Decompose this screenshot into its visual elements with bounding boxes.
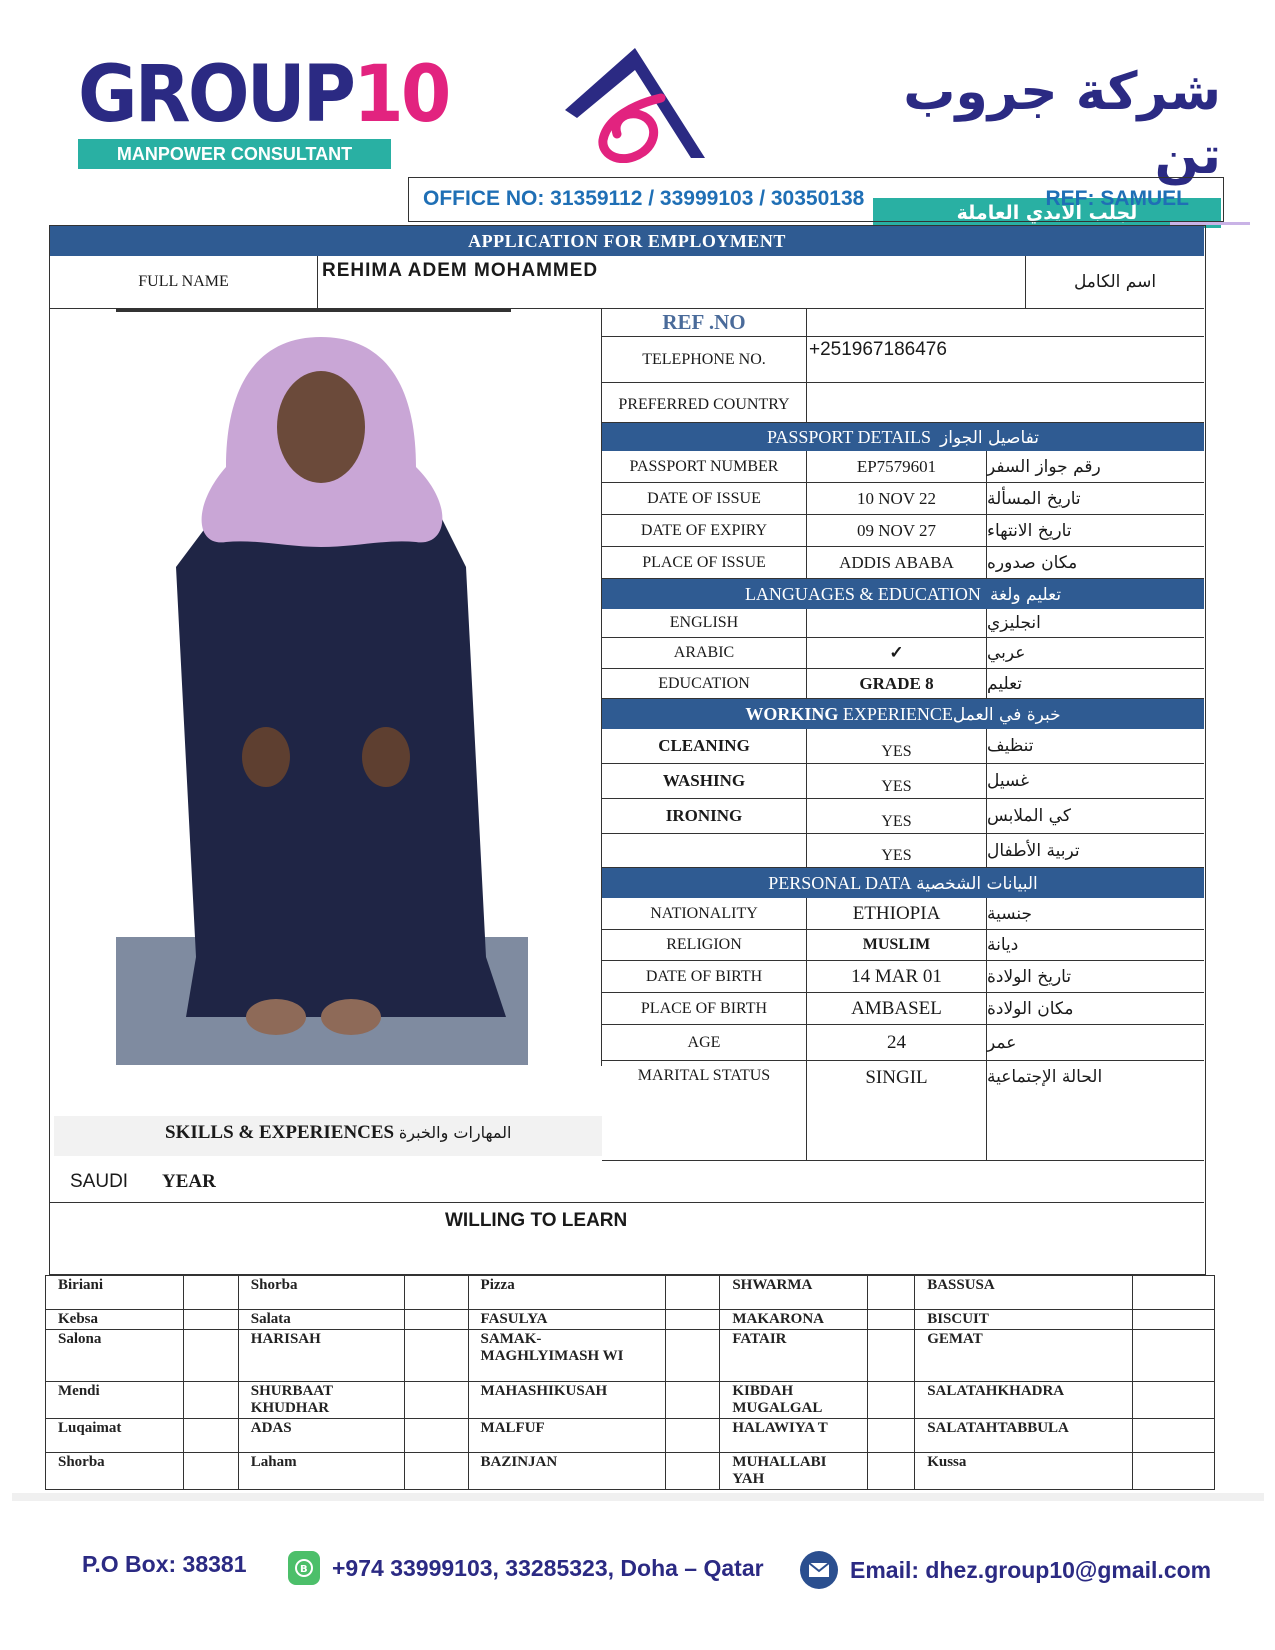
saudi-label: SAUDI <box>70 1171 129 1192</box>
food-item: MAKARONA <box>720 1310 868 1330</box>
personal-ar: الحالة الإجتماعية <box>987 1061 1204 1161</box>
experience-value: YES <box>807 834 987 868</box>
food-gap-cell <box>183 1453 238 1490</box>
passport-value: 09 NOV 27 <box>807 515 987 547</box>
preferred-country-label: PREFERRED COUNTRY <box>602 383 807 423</box>
languages-value <box>807 609 987 638</box>
working-experience-bar <box>602 699 1204 729</box>
skills-title-en: SKILLS & EXPERIENCES <box>165 1122 395 1143</box>
food-row <box>46 1419 1215 1453</box>
languages-ar: عربي <box>987 638 1204 669</box>
arabic-logo-subtitle: لجلب الايدي العاملة <box>873 198 1221 228</box>
food-gap-cell <box>404 1453 468 1490</box>
languages-title-ar: تعليم ولغة <box>989 585 1062 605</box>
food-skills-table <box>45 1275 1215 1490</box>
food-row <box>46 1276 1215 1310</box>
personal-label: MARITAL STATUS <box>602 1061 807 1161</box>
food-item: SALATAHKHADRA <box>915 1382 1133 1419</box>
telephone-value: +251967186476 <box>807 337 1204 383</box>
willing-divider <box>50 1202 1204 1203</box>
food-gap-cell <box>1133 1276 1215 1310</box>
food-gap-cell <box>868 1310 915 1330</box>
languages-education-bar <box>602 579 1204 609</box>
house-emblem-icon <box>565 48 710 168</box>
office-contact-box <box>408 177 1224 222</box>
food-gap-cell <box>404 1330 468 1382</box>
food-row <box>46 1330 1215 1382</box>
experience-label: CLEANING <box>602 729 807 764</box>
food-item: Salata <box>238 1310 404 1330</box>
experience-title-ar: خبرة في العمل <box>952 705 1061 725</box>
personal-label: PLACE OF BIRTH <box>602 993 807 1025</box>
experience-label: WASHING <box>602 764 807 799</box>
personal-title-ar: البيانات الشخصية <box>916 874 1038 894</box>
personal-value: MUSLIM <box>807 930 987 961</box>
passport-label: DATE OF ISSUE <box>602 483 807 515</box>
passport-ar: رقم جواز السفر <box>987 451 1204 483</box>
food-gap-cell <box>183 1382 238 1419</box>
food-item: Laham <box>238 1453 404 1490</box>
personal-ar: جنسية <box>987 898 1204 930</box>
languages-value: GRADE 8 <box>807 669 987 699</box>
food-gap-cell <box>183 1419 238 1453</box>
food-item: Shorba <box>238 1276 404 1310</box>
food-gap-cell <box>666 1330 720 1382</box>
food-gap-cell <box>666 1310 720 1330</box>
food-item: HALAWIYA T <box>720 1419 868 1453</box>
food-item: GEMAT <box>915 1330 1133 1382</box>
personal-ar: عمر <box>987 1025 1204 1061</box>
willing-to-learn: WILLING TO LEARN <box>445 1210 628 1231</box>
photo-top-line <box>116 309 511 312</box>
languages-label: ARABIC <box>602 638 807 669</box>
food-gap-cell <box>666 1382 720 1419</box>
footer-email-group <box>800 1551 1211 1589</box>
personal-value: SINGIL <box>807 1061 987 1161</box>
food-gap-cell <box>1133 1382 1215 1419</box>
languages-value: ✓ <box>807 638 987 669</box>
footer-divider <box>12 1493 1264 1501</box>
food-gap-cell <box>868 1453 915 1490</box>
ref-no-label: REF .NO <box>602 309 807 337</box>
food-gap-cell <box>183 1310 238 1330</box>
email-icon <box>800 1551 838 1589</box>
passport-ar: مكان صدوره <box>987 547 1204 579</box>
passport-label: PASSPORT NUMBER <box>602 451 807 483</box>
food-item: Kussa <box>915 1453 1133 1490</box>
food-item: SHURBAAT KHUDHAR <box>238 1382 404 1419</box>
experience-title-b: EXPERIENCE <box>838 704 953 724</box>
personal-value: 14 MAR 01 <box>807 961 987 993</box>
food-gap-cell <box>666 1419 720 1453</box>
passport-title-ar: تفاصيل الجواز <box>940 428 1039 448</box>
food-item: SHWARMA <box>720 1276 868 1310</box>
languages-label: ENGLISH <box>602 609 807 638</box>
telephone-label: TELEPHONE NO. <box>602 337 807 383</box>
food-gap-cell <box>404 1382 468 1419</box>
experience-ar: تربية الأطفال <box>987 834 1204 868</box>
personal-data-bar <box>602 868 1204 898</box>
personal-value: ETHIOPIA <box>807 898 987 930</box>
logo-word-num: 10 <box>353 50 449 140</box>
food-item: Salona <box>46 1330 184 1382</box>
experience-ar: تنظيف <box>987 729 1204 764</box>
personal-value: AMBASEL <box>807 993 987 1025</box>
preferred-country-value <box>807 383 1204 423</box>
experience-ar: كي الملابس <box>987 799 1204 834</box>
experience-label: IRONING <box>602 799 807 834</box>
personal-ar: تاريخ الولادة <box>987 961 1204 993</box>
skills-title-ar: المهارات والخبرة <box>398 1123 512 1142</box>
reference: REF: SAMUEL <box>1045 187 1189 210</box>
ref-no-value <box>807 309 1204 337</box>
food-item: HARISAH <box>238 1330 404 1382</box>
food-item: Kebsa <box>46 1310 184 1330</box>
personal-title: PERSONAL DATA <box>768 873 912 893</box>
food-gap-cell <box>666 1453 720 1490</box>
passport-ar: تاريخ المسألة <box>987 483 1204 515</box>
passport-ar: تاريخ الانتهاء <box>987 515 1204 547</box>
form-title: APPLICATION FOR EMPLOYMENT <box>50 226 1204 256</box>
passport-value: EP7579601 <box>807 451 987 483</box>
food-gap-cell <box>868 1276 915 1310</box>
food-gap-cell <box>404 1310 468 1330</box>
food-row <box>46 1310 1215 1330</box>
photo-panel <box>50 309 602 1066</box>
full-name-ar: اسم الكامل <box>1026 256 1204 309</box>
footer-email: Email: dhez.group10@gmail.com <box>850 1556 1212 1583</box>
food-item: Luqaimat <box>46 1419 184 1453</box>
full-name-label: FULL NAME <box>50 256 318 309</box>
experience-ar: غسيل <box>987 764 1204 799</box>
food-row <box>46 1453 1215 1490</box>
skills-title <box>165 1122 511 1144</box>
footer-phone: +974 33999103, 33285323, Doha – Qatar <box>332 1554 764 1581</box>
footer <box>0 1545 1275 1590</box>
arabic-logo-title: شركة جروب تن <box>903 62 1221 186</box>
languages-ar: انجليزي <box>987 609 1204 638</box>
personal-label: RELIGION <box>602 930 807 961</box>
passport-label: DATE OF EXPIRY <box>602 515 807 547</box>
personal-label: NATIONALITY <box>602 898 807 930</box>
food-item: FATAIR <box>720 1330 868 1382</box>
food-item: MUHALLABI YAH <box>720 1453 868 1490</box>
experience-label <box>602 834 807 868</box>
personal-ar: مكان الولادة <box>987 993 1204 1025</box>
footer-pobox: P.O Box: 38381 <box>82 1551 247 1577</box>
food-item: Mendi <box>46 1382 184 1419</box>
application-form <box>49 225 1206 1275</box>
food-item: KIBDAH MUGALGAL <box>720 1382 868 1419</box>
full-name-value: REHIMA ADEM MOHAMMED <box>318 256 1026 309</box>
food-gap-cell <box>868 1382 915 1419</box>
food-gap-cell <box>1133 1330 1215 1382</box>
food-item: FASULYA <box>468 1310 666 1330</box>
food-item: BISCUIT <box>915 1310 1133 1330</box>
languages-ar: تعليم <box>987 669 1204 699</box>
personal-label: DATE OF BIRTH <box>602 961 807 993</box>
passport-title: PASSPORT DETAILS <box>767 427 932 447</box>
whatsapp-icon <box>288 1551 320 1585</box>
food-row <box>46 1382 1215 1419</box>
food-gap-cell <box>868 1419 915 1453</box>
languages-title: LANGUAGES & EDUCATION <box>744 584 981 604</box>
food-gap-cell <box>404 1419 468 1453</box>
food-gap-cell <box>183 1276 238 1310</box>
languages-label: EDUCATION <box>602 669 807 699</box>
food-gap-cell <box>666 1276 720 1310</box>
year-label: YEAR <box>162 1171 216 1192</box>
food-item: SALATAHTABBULA <box>915 1419 1133 1453</box>
personal-value: 24 <box>807 1025 987 1061</box>
food-item: MALFUF <box>468 1419 666 1453</box>
logo-word-main: GROUP <box>78 50 354 140</box>
food-item: Pizza <box>468 1276 666 1310</box>
food-gap-cell <box>1133 1310 1215 1330</box>
personal-label: AGE <box>602 1025 807 1061</box>
office-numbers: OFFICE NO: 31359112 / 33999103 / 30350138 <box>423 187 865 210</box>
passport-details-bar <box>602 423 1204 451</box>
experience-value: YES <box>807 764 987 799</box>
food-item: BAZINJAN <box>468 1453 666 1490</box>
food-item: ADAS <box>238 1419 404 1453</box>
logo-subtitle: MANPOWER CONSULTANT <box>78 139 391 169</box>
footer-phone-group <box>288 1551 764 1585</box>
food-item: SAMAK-MAGHLYIMASH WI <box>468 1330 666 1382</box>
group10-logo <box>78 50 449 169</box>
passport-value: 10 NOV 22 <box>807 483 987 515</box>
experience-value: YES <box>807 729 987 764</box>
food-gap-cell <box>404 1276 468 1310</box>
food-gap-cell <box>868 1330 915 1382</box>
svg-text:B: B <box>300 1564 308 1575</box>
logo-wordmark <box>78 50 449 140</box>
passport-value: ADDIS ABABA <box>807 547 987 579</box>
food-item: Shorba <box>46 1453 184 1490</box>
food-gap-cell <box>183 1330 238 1382</box>
food-gap-cell <box>1133 1453 1215 1490</box>
applicant-photo <box>116 317 528 1065</box>
food-item: Biriani <box>46 1276 184 1310</box>
food-gap-cell <box>1133 1419 1215 1453</box>
personal-ar: ديانة <box>987 930 1204 961</box>
experience-title-a: WORKING <box>745 704 839 724</box>
experience-value: YES <box>807 799 987 834</box>
passport-label: PLACE OF ISSUE <box>602 547 807 579</box>
food-item: BASSUSA <box>915 1276 1133 1310</box>
food-item: MAHASHIKUSAH <box>468 1382 666 1419</box>
